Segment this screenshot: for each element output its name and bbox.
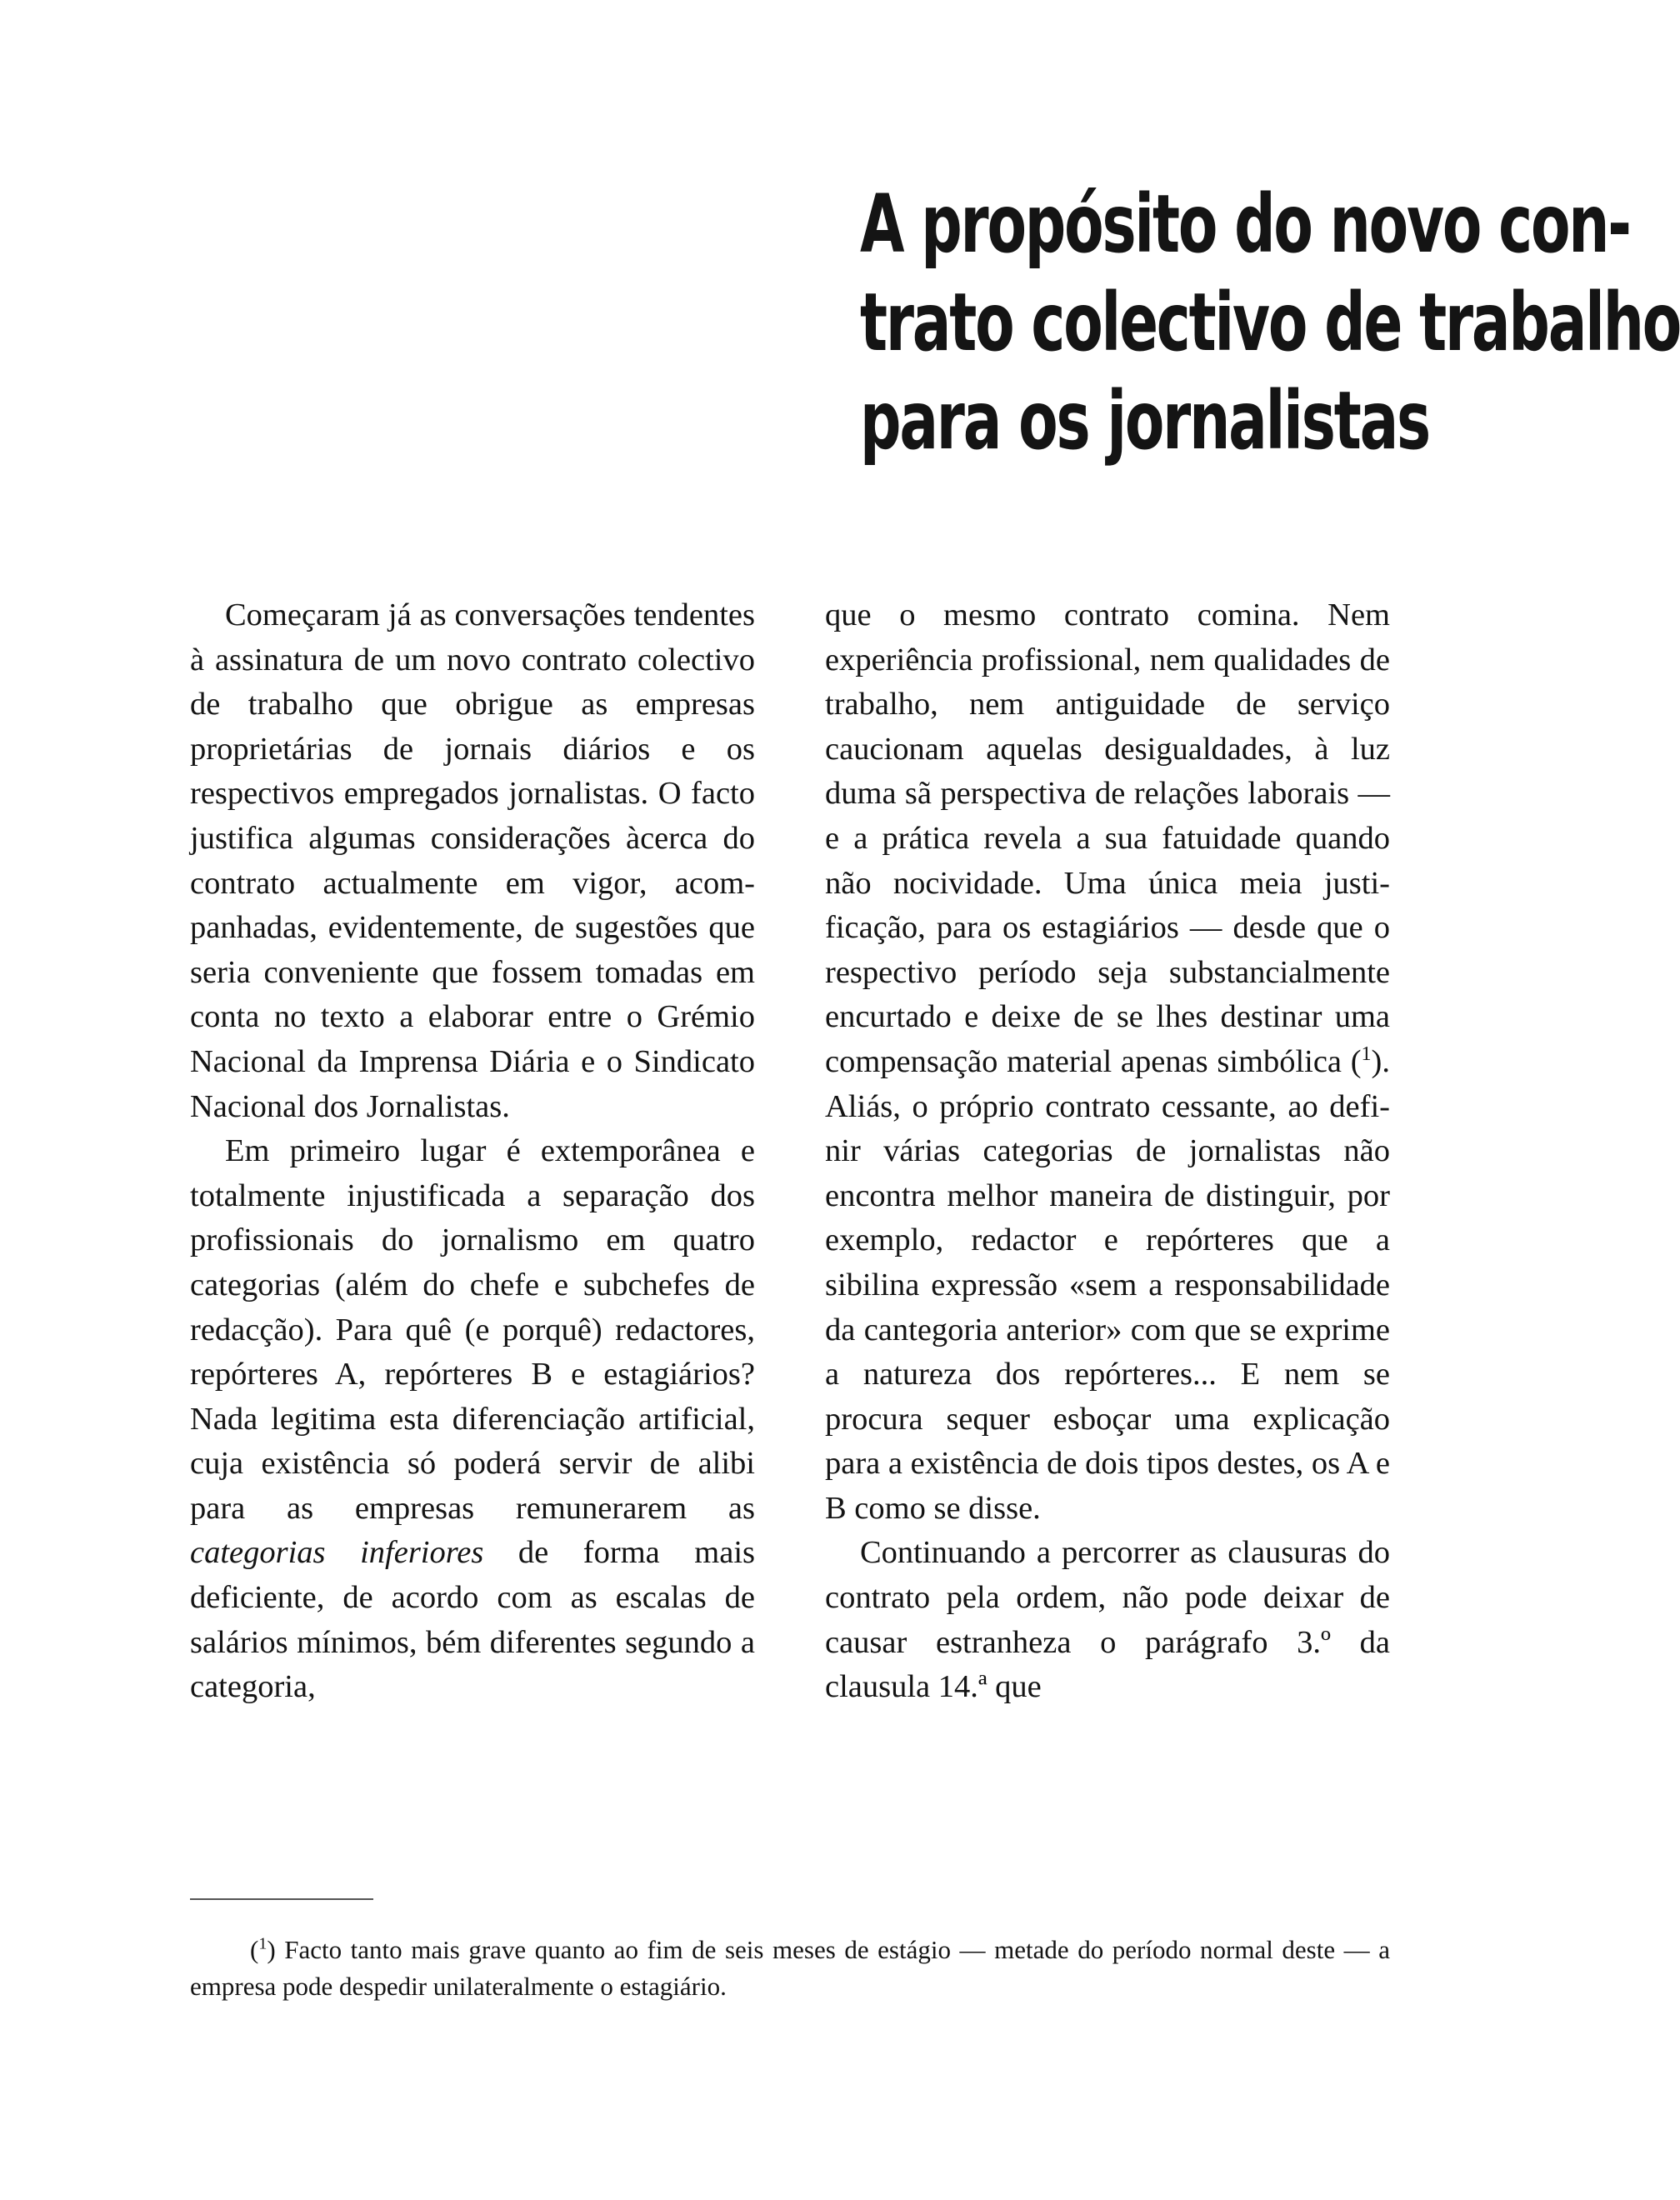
left-column [190, 593, 755, 1710]
paragraph-continued [825, 593, 1390, 1531]
paragraph: Começaram já as conversações tendentes à assinatura de um novo contrato colectivo de trabalho que obrigue as empresas proprietárias de jornais diários e os respectivos empregados jornalistas. O facto justifica algumas considerações àcerca do contrato actualmente em vigor, acompanhadas, evidentemente, de sugestões que seria conveniente que fossem tomadas em conta no texto a elaborar entre o Grémio Nacional da Imprensa Diária e o Sindicato Nacional dos Jornalistas. [190, 598, 755, 1124]
article-title [860, 175, 1680, 470]
paragraph-text: Em primeiro lugar é extemporânea e totalmente injustificada a separação dos profissionais do jornalismo em quatro categorias (além do chefe e subchefes de redacção). Para quê (e porquê) redactores, repórteres A, repórteres B e estagiários? Nada legitima esta diferenciação artificial, cuja existência só poderá servir de alibi para as empresas remunerarem as [190, 1133, 755, 1526]
paragraph [190, 1129, 755, 1710]
footnote-mark: 1 [258, 1934, 268, 1953]
article-title-line-3: para os jornalistas [860, 374, 1430, 468]
italic-phrase: categorias inferiores [190, 1535, 484, 1571]
footnote [190, 1932, 1390, 2005]
article-title-line-2: trato colectivo de trabalho [860, 276, 1680, 369]
footnote-open: ( [250, 1935, 259, 1964]
footnote-close: ) [267, 1935, 276, 1964]
footnote-text: Facto tanto mais grave quanto ao fim de seis meses de estágio — metade do período normal deste — a empresa pode despedir unilateralmente o estagiário. [190, 1935, 1390, 2001]
footnote-reference: 1 [1361, 1043, 1372, 1066]
paragraph-text: que o mesmo contrato comina. Nem experiência profissional, nem qualidades de trabalho, nem antiguidade de serviço caucionam aquelas desigualdades, à luz duma sã perspectiva de relações laborais — e a prática revela a sua fatuidade quando não nocividade. Uma única meia justificação, para os estagiários — desde que o respectivo período seja substancialmente encurtado e deixe de se lhes destinar uma compensação material apenas simbólica ( [825, 598, 1390, 1079]
paragraph-text: de forma mais deficiente, de acordo com as escalas de salários mínimos, bém diferentes segundo a categoria, [190, 1535, 755, 1705]
article-title-line-1: A propósito do novo con- [860, 178, 1630, 271]
paragraph: Continuando a percorrer as clausuras do contrato pela ordem, não pode deixar de causar estranheza o parágrafo 3.º da clausula 14.ª que [825, 1535, 1390, 1705]
footnote-divider [190, 1898, 373, 1900]
paragraph-text: ). Aliás, o próprio contrato cessante, ao definir várias categorias de jornalistas não encontra melhor maneira de distinguir, por exemplo, redactor e repórteres que a sibilina expressão «sem a responsabilidade da cantegoria anterior» com que se exprime a natureza dos repórteres... E nem se procura sequer esboçar uma explicação para a existência de dois tipos destes, os A e B como se disse. [825, 1043, 1390, 1526]
right-column [825, 593, 1390, 1710]
